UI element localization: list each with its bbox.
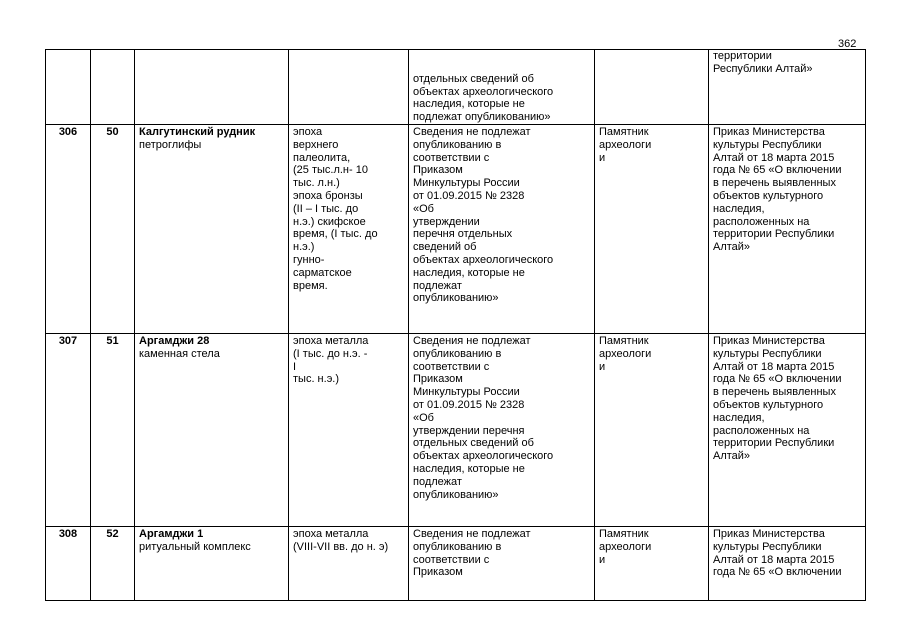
type-line: Памятник xyxy=(599,528,649,540)
info-line: подлежат xyxy=(413,279,462,292)
cell-info xyxy=(409,50,595,125)
order-line: Алтай от 18 марта 2015 xyxy=(713,553,835,566)
period-line: палеолита, xyxy=(293,151,351,164)
period-line: (VIII-VII вв. до н. э) xyxy=(293,540,389,553)
info-line: объектах археологического xyxy=(413,450,554,463)
order-line: территории Республики xyxy=(713,228,835,241)
info-line: опубликованию» xyxy=(413,488,499,501)
monument-name: Калгутинский рудник xyxy=(139,126,256,138)
period-line: тыс. н.э.) xyxy=(293,373,340,386)
info-line: опубликованию в xyxy=(413,138,502,151)
order-line: расположенных на xyxy=(713,424,810,437)
cell-sub-no xyxy=(91,50,135,125)
type-line: археологи xyxy=(599,138,652,151)
order-line: Алтай» xyxy=(713,450,751,463)
monument-kind: ритуальный комплекс xyxy=(139,540,251,553)
table-row xyxy=(46,125,866,334)
cell-no: 308 xyxy=(46,527,91,601)
cell-type xyxy=(595,125,709,334)
period-line: I xyxy=(293,360,297,373)
table-row xyxy=(46,527,866,601)
cell-period xyxy=(289,527,409,601)
info-line: Минкультуры России xyxy=(413,386,520,399)
type-line: Памятник xyxy=(599,335,649,347)
info-line: отдельных сведений об xyxy=(413,437,534,450)
info-line: Приказом xyxy=(413,164,463,177)
order-line: года № 65 «О включении xyxy=(713,164,842,177)
order-line: года № 65 «О включении xyxy=(713,566,842,579)
cell-order xyxy=(709,50,866,125)
info-line: сведений об xyxy=(413,241,477,254)
period-line: верхнего xyxy=(293,138,339,151)
cell-sub-no: 50 xyxy=(91,125,135,334)
cell-info xyxy=(409,334,595,527)
order-line: Приказ Министерства xyxy=(713,528,825,540)
monuments-table xyxy=(45,49,866,601)
cell-order xyxy=(709,125,866,334)
monument-name: Аргамджи 28 xyxy=(139,335,210,347)
cell-name xyxy=(135,50,289,125)
cell-type xyxy=(595,50,709,125)
type-line: и xyxy=(599,553,606,566)
cell-type xyxy=(595,334,709,527)
cell-no: 306 xyxy=(46,125,91,334)
monument-kind: каменная стела xyxy=(139,347,220,360)
cell-period xyxy=(289,125,409,334)
cell-sub-no: 52 xyxy=(91,527,135,601)
cell-order xyxy=(709,334,866,527)
order-line: наследия, xyxy=(713,411,765,424)
info-line: утверждении xyxy=(413,215,480,228)
info-line: Минкультуры России xyxy=(413,177,520,190)
cell-name xyxy=(135,125,289,334)
order-line: Алтай от 18 марта 2015 xyxy=(713,360,835,373)
period-line: (I тыс. до н.э. - xyxy=(293,347,368,360)
info-line: отдельных сведений об xyxy=(413,72,534,85)
info-line: «Об xyxy=(413,411,434,424)
cell-period xyxy=(289,50,409,125)
page-number: 362 xyxy=(838,38,857,50)
order-line: года № 65 «О включении xyxy=(713,373,842,386)
type-line: археологи xyxy=(599,347,652,360)
cell-name xyxy=(135,527,289,601)
order-line: Алтай от 18 марта 2015 xyxy=(713,151,835,164)
period-line: гунно- xyxy=(293,253,325,266)
info-line: опубликованию в xyxy=(413,540,502,553)
info-line: Сведения не подлежат xyxy=(413,335,531,347)
info-line: Приказом xyxy=(413,566,463,579)
period-line: сарматское xyxy=(293,266,352,279)
info-line: подлежат опубликованию» xyxy=(413,111,551,124)
order-line: объектов культурного xyxy=(713,398,824,411)
info-line: «Об xyxy=(413,202,434,215)
order-line: Алтай» xyxy=(713,241,751,254)
info-line: наследия, которые не xyxy=(413,98,525,111)
info-line: соответствии с xyxy=(413,151,490,164)
order-line: культуры Республики xyxy=(713,540,822,553)
period-line: тыс. л.н.) xyxy=(293,177,340,190)
order-line: в перечень выявленных xyxy=(713,177,836,190)
info-line: подлежат xyxy=(413,475,462,488)
info-line: опубликованию в xyxy=(413,347,502,360)
type-line: Памятник xyxy=(599,126,649,138)
period-line: н.э.) xyxy=(293,241,315,254)
type-line: и xyxy=(599,151,606,164)
order-line: объектов культурного xyxy=(713,189,824,202)
order-line: Приказ Министерства xyxy=(713,126,825,138)
cell-type xyxy=(595,527,709,601)
cell-info xyxy=(409,527,595,601)
order-line: наследия, xyxy=(713,202,765,215)
cell-sub-no: 51 xyxy=(91,334,135,527)
info-line: перечня отдельных xyxy=(413,228,513,241)
cell-no xyxy=(46,50,91,125)
order-line: Приказ Министерства xyxy=(713,335,825,347)
period-line: (II – I тыс. до xyxy=(293,202,359,215)
info-line: от 01.09.2015 № 2328 xyxy=(413,398,525,411)
order-line: культуры Республики xyxy=(713,138,822,151)
period-line: эпоха xyxy=(293,126,323,138)
order-line: расположенных на xyxy=(713,215,810,228)
info-line: соответствии с xyxy=(413,360,490,373)
info-line: опубликованию» xyxy=(413,292,499,305)
cell-order xyxy=(709,527,866,601)
cell-info xyxy=(409,125,595,334)
order-line: культуры Республики xyxy=(713,347,822,360)
period-line: время. xyxy=(293,279,328,292)
info-line: соответствии с xyxy=(413,553,490,566)
type-line: и xyxy=(599,360,606,373)
order-line: в перечень выявленных xyxy=(713,386,836,399)
info-line: объектах археологического xyxy=(413,85,554,98)
period-line: эпоха металла xyxy=(293,528,369,540)
table-row xyxy=(46,334,866,527)
info-line: Сведения не подлежат xyxy=(413,126,531,138)
info-line: наследия, которые не xyxy=(413,462,525,475)
monument-kind: петроглифы xyxy=(139,138,202,151)
period-line: время, (I тыс. до xyxy=(293,228,378,241)
monument-name: Аргамджи 1 xyxy=(139,528,204,540)
order-line: территории xyxy=(713,50,772,62)
info-line: объектах археологического xyxy=(413,253,554,266)
info-line: от 01.09.2015 № 2328 xyxy=(413,189,525,202)
info-line: утверждении перечня xyxy=(413,424,525,437)
table-row-continuation xyxy=(46,50,866,125)
cell-name xyxy=(135,334,289,527)
period-line: (25 тыс.л.н- 10 xyxy=(293,164,368,177)
period-line: эпоха бронзы xyxy=(293,189,363,202)
order-line: Республики Алтай» xyxy=(713,62,813,75)
type-line: археологи xyxy=(599,540,652,553)
cell-no: 307 xyxy=(46,334,91,527)
info-line: наследия, которые не xyxy=(413,266,525,279)
period-line: эпоха металла xyxy=(293,335,369,347)
info-line: Приказом xyxy=(413,373,463,386)
order-line: территории Республики xyxy=(713,437,835,450)
cell-period xyxy=(289,334,409,527)
period-line: н.э.) скифское xyxy=(293,215,366,228)
info-line: Сведения не подлежат xyxy=(413,528,531,540)
